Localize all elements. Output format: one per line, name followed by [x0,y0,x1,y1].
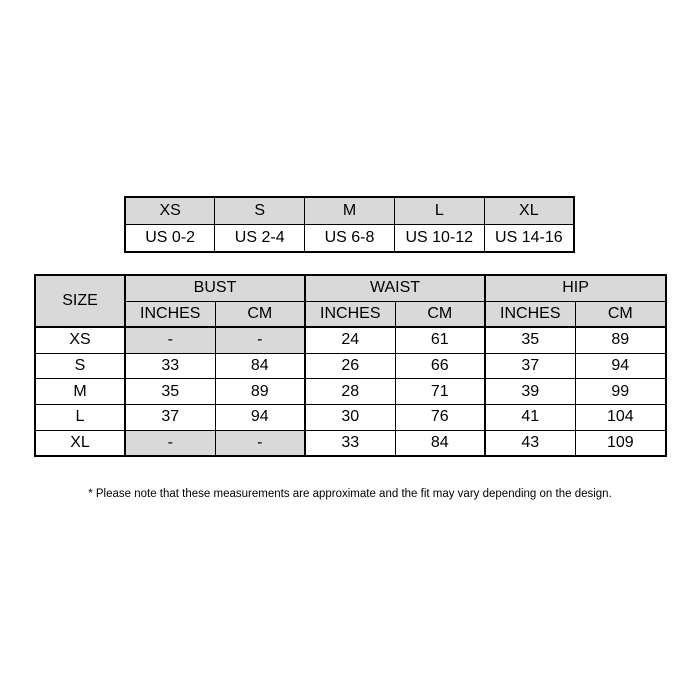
table-row [35,379,666,405]
size-column-header: SIZE [35,275,125,327]
value-cell: 37 [485,353,575,379]
table-row [35,404,666,430]
us-size-cell: US 10-12 [394,225,484,253]
unit-header-row [35,301,666,327]
us-size-cell: US 2-4 [215,225,305,253]
size-cell: S [35,353,125,379]
us-size-cell: US 0-2 [125,225,215,253]
waist-group-header: WAIST [305,275,485,301]
value-cell: 66 [395,353,485,379]
value-cell: - [125,430,215,456]
value-cell: 28 [305,379,395,405]
value-cell: - [125,327,215,353]
value-cell: 76 [395,404,485,430]
value-cell: 30 [305,404,395,430]
size-label-cell: S [215,197,305,225]
value-cell: 71 [395,379,485,405]
size-label-cell: XL [484,197,574,225]
value-cell: 35 [125,379,215,405]
value-cell: 26 [305,353,395,379]
size-cell: XS [35,327,125,353]
value-cell: 104 [575,404,666,430]
table-row [35,353,666,379]
table-row [35,430,666,456]
unit-header: CM [215,301,305,327]
measurement-note: * Please note that these measurements are approximate and the fit may vary depending on the design. [88,488,612,500]
size-label-cell: XS [125,197,215,225]
group-header-row [35,275,666,301]
measurements-table [34,274,667,457]
value-cell: 89 [215,379,305,405]
size-cell: XL [35,430,125,456]
value-cell: 94 [575,353,666,379]
value-cell: 33 [305,430,395,456]
table-row [35,327,666,353]
size-label-cell: L [394,197,484,225]
bust-group-header: BUST [125,275,305,301]
us-size-cell: US 14-16 [495,229,563,246]
unit-header: CM [575,301,666,327]
value-cell: 24 [305,327,395,353]
size-cell: L [35,404,125,430]
value-cell: 33 [125,353,215,379]
value-cell: 84 [395,430,485,456]
us-size-row [125,225,574,253]
unit-header: INCHES [305,301,395,327]
value-cell: 39 [485,379,575,405]
us-size-cell: US 6-8 [305,225,395,253]
value-cell: 43 [485,430,575,456]
value-cell: - [215,430,305,456]
unit-header: CM [395,301,485,327]
hip-group-header: HIP [485,275,666,301]
value-cell: 94 [215,404,305,430]
size-label-row [125,197,574,225]
unit-header: INCHES [125,301,215,327]
value-cell: 99 [575,379,666,405]
size-conversion-table [124,196,575,253]
value-cell: 61 [395,327,485,353]
value-cell: 41 [485,404,575,430]
size-label-cell: M [305,197,395,225]
value-cell: 89 [575,327,666,353]
size-cell: M [35,379,125,405]
unit-header: INCHES [485,301,575,327]
value-cell: 37 [125,404,215,430]
value-cell: - [215,327,305,353]
value-cell: 35 [485,327,575,353]
value-cell: 84 [215,353,305,379]
value-cell: 109 [575,430,666,456]
